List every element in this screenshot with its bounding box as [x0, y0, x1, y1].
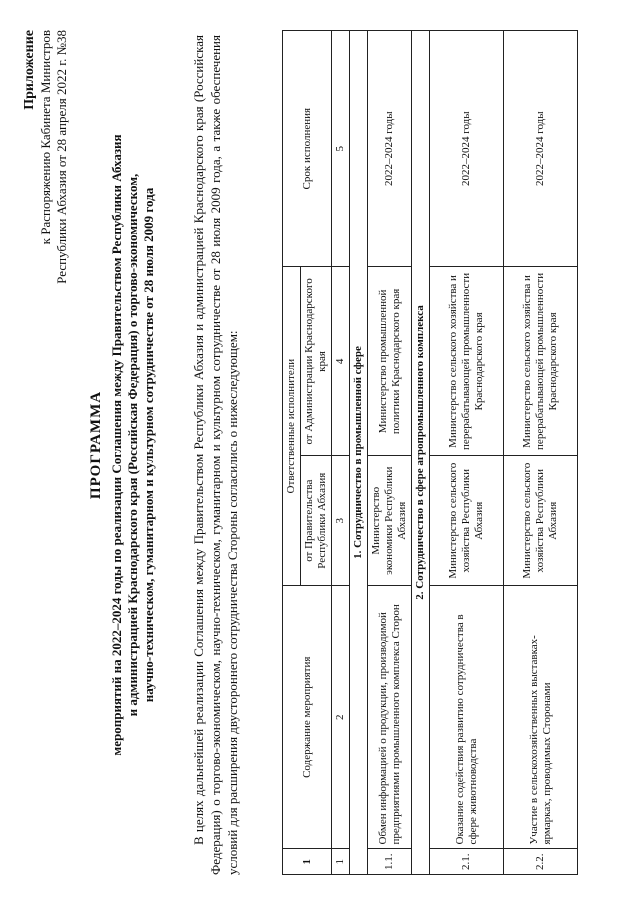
program-title: ПРОГРАММА — [88, 390, 104, 500]
row-content: Обмен информацией о продукции, производимой предприятиями промышленного комплекса Сторон — [368, 585, 412, 849]
program-subtitle-line-3: научно-техническом, гуманитарном и культурном сотрудничестве от 28 июля 2009 года — [141, 187, 156, 703]
row-term: 2022–2024 годы — [368, 31, 412, 267]
program-subtitle-line-2: и администрацией Краснодарского края (Российская Федерация) о торгово-экономическом, — [125, 173, 140, 717]
header-content: Содержание мероприятия — [283, 585, 332, 849]
section-heading: 1. Сотрудничество в промышленной сфере — [350, 31, 368, 875]
row-abkhazia: Министерство экономики Республики Абхазия — [368, 456, 412, 585]
appendix-block — [22, 30, 70, 284]
row-krasnodar: Министерство сельского хозяйства и перерабатывающей промышленности Краснодарского края — [504, 267, 578, 456]
header-col-1: 1 — [283, 849, 332, 875]
row-abkhazia: Министерство сельского хозяйства Республики Абхазия — [504, 456, 578, 585]
appendix-line-2: Республики Абхазия от 28 апреля 2022 г. №38 — [54, 30, 69, 284]
table-row — [430, 31, 504, 875]
table-row — [368, 31, 412, 875]
program-subtitle-line-1: мероприятий на 2022–2024 годы по реализации Соглашения между Правительством Республики Абхазия — [109, 134, 124, 756]
col-number: 5 — [332, 31, 350, 267]
header-term: Срок исполнения — [283, 31, 332, 267]
row-abkhazia: Министерство сельского хозяйства Республики Абхазия — [430, 456, 504, 585]
row-krasnodar: Министерство сельского хозяйства и перерабатывающей промышленности Краснодарского края — [430, 267, 504, 456]
table-row — [504, 31, 578, 875]
program-table — [282, 30, 578, 875]
row-term: 2022–2024 годы — [504, 31, 578, 267]
section-heading: 2. Сотрудничество в сфере агропромышленного комплекса — [412, 31, 430, 875]
row-content: Оказание содействия развитию сотрудничества в сфере животноводства — [430, 585, 504, 849]
program-title-block — [88, 45, 157, 845]
header-responsible: Ответственные исполнители — [283, 267, 301, 586]
header-abkhazia: от Правительства Республики Абхазия — [301, 456, 332, 585]
appendix-title: Приложение — [22, 30, 37, 110]
col-number: 3 — [332, 456, 350, 585]
row-number: 2.2. — [504, 849, 578, 875]
intro-paragraph: В целях дальнейшей реализации Соглашения между Правительством Республики Абхазия и администрацией Краснодарского края (Российская Федерация) о торгово-экономическом, научно-техническом, гуманитарном и культурном сотрудничестве от 28 июля 2009 года, а также обеспечения условий для расширения двустороннего сотрудничества Стороны согласились о нижеследующем: — [191, 35, 240, 875]
row-term: 2022–2024 годы — [430, 31, 504, 267]
row-number: 2.1. — [430, 849, 504, 875]
row-content: Участие в сельскохозяйственных выставках-ярмарках, проводимых Сторонами — [504, 585, 578, 849]
row-number: 1.1. — [368, 849, 412, 875]
appendix-line-1: к Распоряжению Кабинета Министров — [38, 30, 53, 245]
header-krasnodar: от Администрации Краснодарского края — [301, 267, 332, 456]
row-krasnodar: Министерство промышленной политики Краснодарского края — [368, 267, 412, 456]
col-number: 2 — [332, 585, 350, 849]
col-number: 4 — [332, 267, 350, 456]
col-number: 1 — [332, 849, 350, 875]
